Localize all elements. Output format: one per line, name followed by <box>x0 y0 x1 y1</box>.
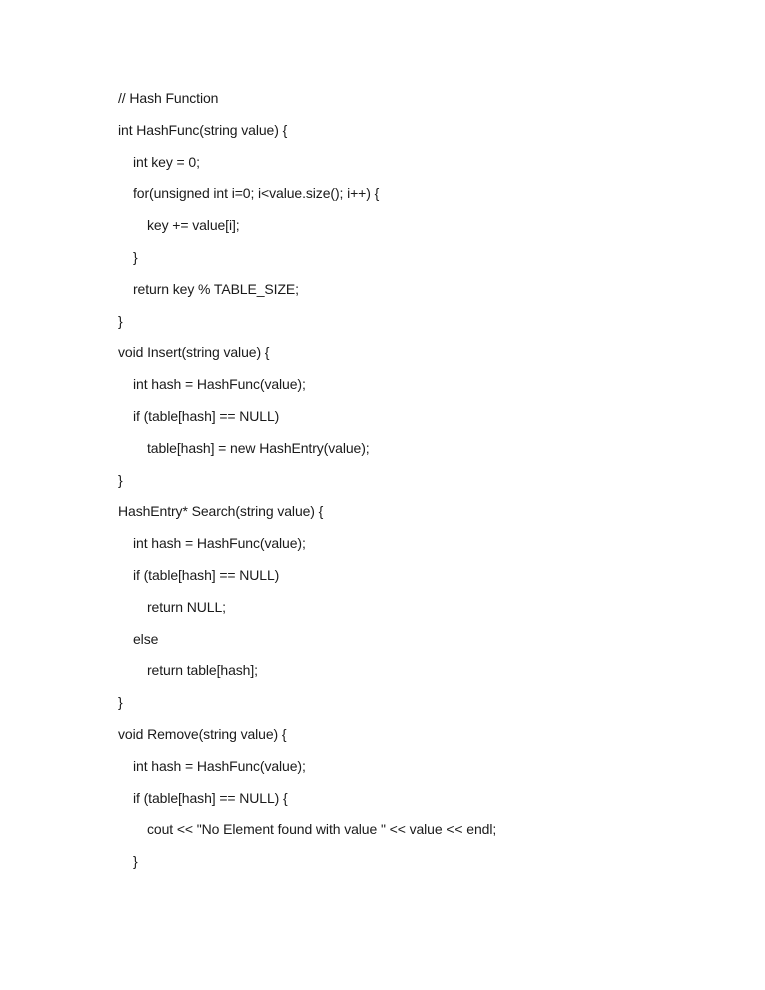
code-line: } <box>118 471 123 488</box>
code-line: cout << "No Element found with value " << value << endl; <box>147 821 497 838</box>
code-line: } <box>133 248 138 265</box>
code-line: } <box>118 312 123 329</box>
code-line: int hash = HashFunc(value); <box>133 535 306 552</box>
code-line: void Insert(string value) { <box>118 344 270 361</box>
code-line: int HashFunc(string value) { <box>118 121 288 138</box>
code-line: int key = 0; <box>133 153 200 170</box>
code-line: return NULL; <box>147 598 226 615</box>
code-line: if (table[hash] == NULL) { <box>133 789 288 806</box>
code-line: int hash = HashFunc(value); <box>133 376 306 393</box>
code-line: } <box>118 694 123 711</box>
code-line: return table[hash]; <box>147 662 258 679</box>
code-line: if (table[hash] == NULL) <box>133 566 280 583</box>
code-line: key += value[i]; <box>147 217 240 234</box>
code-line: int hash = HashFunc(value); <box>133 757 306 774</box>
code-line: for(unsigned int i=0; i<value.size(); i++) { <box>133 185 380 202</box>
code-line: void Remove(string value) { <box>118 725 287 742</box>
code-line: else <box>133 630 159 647</box>
code-line: if (table[hash] == NULL) <box>133 407 280 424</box>
code-line: table[hash] = new HashEntry(value); <box>147 439 370 456</box>
comment-line: // Hash Function <box>118 90 219 106</box>
code-line: } <box>133 853 138 870</box>
code-line: return key % TABLE_SIZE; <box>133 280 299 297</box>
code-listing <box>118 88 496 883</box>
code-line: HashEntry* Search(string value) { <box>118 503 324 520</box>
